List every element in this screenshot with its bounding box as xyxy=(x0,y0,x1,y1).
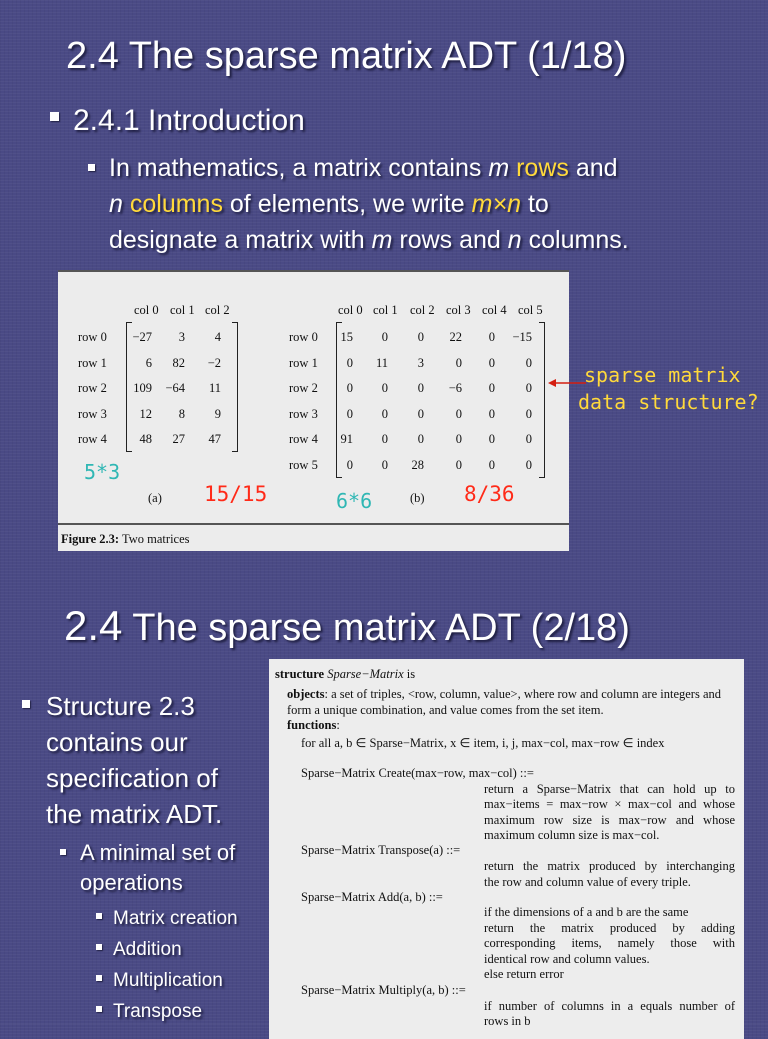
struct-transpose-desc: the row and column value of every triple. xyxy=(484,875,691,889)
figure-two-matrices xyxy=(58,270,569,551)
matrix-a-label: (a) xyxy=(148,491,162,505)
matrix-cell: 0 xyxy=(417,407,424,421)
slide2-title: 2.4 The sparse matrix ADT (2/18) xyxy=(64,602,630,649)
matrix-cell: 0 xyxy=(488,330,495,344)
matrix-cell: 12 xyxy=(139,407,152,421)
struct-create-desc: maximum row size is max−row and whose xyxy=(484,813,735,827)
matrix-cell: 0 xyxy=(381,432,388,446)
matrix-cell: −27 xyxy=(132,330,152,344)
row-label: row 2 xyxy=(289,381,318,395)
matrix-cell: 0 xyxy=(488,381,495,395)
matrix-cell: 0 xyxy=(346,458,353,472)
matrix-cell: 0 xyxy=(417,330,424,344)
row-label: row 4 xyxy=(289,432,318,446)
matrix-cell: 0 xyxy=(346,407,353,421)
row-label: row 5 xyxy=(289,458,318,472)
matrix-cell: 47 xyxy=(208,432,221,446)
matrix-cell: 0 xyxy=(381,458,388,472)
row-label: row 0 xyxy=(78,330,107,344)
matrix-cell: 0 xyxy=(346,356,353,370)
col-label: col 4 xyxy=(482,303,507,317)
matrix-cell: 0 xyxy=(455,407,462,421)
annotation-ratio-a: 15/15 xyxy=(204,482,268,506)
right-bracket xyxy=(232,322,238,452)
struct-objects-line1: objects: a set of triples, <row, column, value>, where row and column are integers and xyxy=(287,687,721,701)
matrix-cell: 0 xyxy=(417,432,424,446)
matrix-cell: −2 xyxy=(207,356,221,370)
annotation-sparse-line1: sparse matrix xyxy=(584,363,741,387)
matrix-cell: 15 xyxy=(340,330,353,344)
square-bullet-icon xyxy=(96,1006,102,1012)
struct-create-desc: return a Sparse−Matrix that can hold up to xyxy=(484,782,735,796)
left-bracket xyxy=(336,322,342,478)
struct-add-desc: identical row and column values. xyxy=(484,952,650,966)
structure-sparse-matrix xyxy=(269,659,744,1039)
matrix-cell: 3 xyxy=(417,356,424,370)
bullet-minimal-ops: A minimal set of operations xyxy=(60,838,235,898)
bullet-introduction-text: 2.4.1 Introduction xyxy=(73,104,305,137)
square-bullet-icon xyxy=(22,700,30,708)
matrix-cell: −6 xyxy=(448,381,462,395)
struct-multiply-desc: if number of columns in a equals number of xyxy=(484,999,735,1013)
square-bullet-icon xyxy=(96,944,102,950)
col-label: col 3 xyxy=(446,303,471,317)
struct-transpose-sig: Sparse−Matrix Transpose(a) ::= xyxy=(301,843,461,857)
ops-list xyxy=(96,903,238,1027)
op-transpose: Transpose xyxy=(96,996,238,1027)
matrix-cell: 0 xyxy=(525,407,532,421)
matrix-cell: 11 xyxy=(208,381,221,395)
matrix-cell: 0 xyxy=(455,432,462,446)
matrix-b-label: (b) xyxy=(410,491,425,505)
matrix-cell: 22 xyxy=(449,330,462,344)
matrix-cell: 28 xyxy=(411,458,424,472)
square-bullet-icon xyxy=(50,112,59,121)
highlight-columns: columns xyxy=(129,190,223,218)
matrix-cell: 109 xyxy=(133,381,152,395)
row-label: row 1 xyxy=(78,356,107,370)
struct-create-sig: Sparse−Matrix Create(max−row, max−col) ::= xyxy=(301,766,534,780)
row-label: row 3 xyxy=(289,407,318,421)
matrix-cell: 0 xyxy=(455,356,462,370)
struct-forall: for all a, b ∈ Sparse−Matrix, x ∈ item, i, j, max−col, max−row ∈ index xyxy=(301,736,665,750)
right-bracket xyxy=(539,322,545,478)
struct-transpose-desc: return the matrix produced by interchanging xyxy=(484,859,735,873)
matrix-cell: −15 xyxy=(512,330,532,344)
row-label: row 3 xyxy=(78,407,107,421)
col-label: col 1 xyxy=(170,303,195,317)
struct-create-desc: max−items = max−row × max−col and whose xyxy=(484,797,735,811)
struct-add-desc: else return error xyxy=(484,967,564,981)
matrix-cell: 0 xyxy=(488,432,495,446)
matrix-cell: 0 xyxy=(455,458,462,472)
struct-add-sig: Sparse−Matrix Add(a, b) ::= xyxy=(301,890,443,904)
square-bullet-icon xyxy=(88,164,95,171)
figure-top-rule xyxy=(58,270,569,272)
row-label: row 4 xyxy=(78,432,107,446)
highlight-mxn: m×n xyxy=(471,190,522,218)
matrix-cell: 0 xyxy=(381,407,388,421)
matrix-cell: 0 xyxy=(525,381,532,395)
matrix-cell: 0 xyxy=(417,381,424,395)
struct-header: structure Sparse−Matrix is xyxy=(275,667,416,681)
matrix-cell: −64 xyxy=(165,381,185,395)
annotation-dim-b: 6*6 xyxy=(336,489,373,513)
struct-add-desc: corresponding items, namely those with xyxy=(484,936,735,950)
matrix-cell: 0 xyxy=(525,356,532,370)
matrix-cell: 48 xyxy=(139,432,152,446)
figure-caption: Figure 2.3: Two matrices xyxy=(61,532,190,546)
matrix-cell: 0 xyxy=(346,381,353,395)
definition-line-2: n columns of elements, we write m×n to xyxy=(109,190,549,218)
annotation-dim-a: 5*3 xyxy=(84,460,121,484)
col-label: col 0 xyxy=(134,303,159,317)
matrix-cell: 27 xyxy=(172,432,185,446)
slide1-title: 2.4 The sparse matrix ADT (1/18) xyxy=(66,35,627,77)
op-matrix-creation: Matrix creation xyxy=(96,903,238,934)
struct-functions: functions: xyxy=(287,718,340,732)
op-multiplication: Multiplication xyxy=(96,965,238,996)
matrix-cell: 0 xyxy=(488,356,495,370)
matrix-cell: 0 xyxy=(381,330,388,344)
square-bullet-icon xyxy=(96,975,102,981)
definition-line-1: In mathematics, a matrix contains m rows and xyxy=(109,154,618,182)
matrix-cell: 3 xyxy=(178,330,185,344)
matrix-cell: 11 xyxy=(375,356,388,370)
struct-add-desc: if the dimensions of a and b are the same xyxy=(484,905,689,919)
square-bullet-icon xyxy=(60,849,66,855)
matrix-cell: 0 xyxy=(381,381,388,395)
op-addition: Addition xyxy=(96,934,238,965)
square-bullet-icon xyxy=(96,913,102,919)
row-label: row 2 xyxy=(78,381,107,395)
matrix-cell: 9 xyxy=(214,407,221,421)
arrow-icon xyxy=(548,376,588,390)
bullet-matrix-definition xyxy=(88,150,758,258)
matrix-cell: 0 xyxy=(525,432,532,446)
definition-line-3: designate a matrix with m rows and n columns. xyxy=(109,226,629,254)
matrix-cell: 0 xyxy=(488,407,495,421)
matrix-cell: 82 xyxy=(172,356,185,370)
col-label: col 0 xyxy=(338,303,363,317)
annotation-sparse-line2: data structure? xyxy=(578,390,759,414)
row-label: row 0 xyxy=(289,330,318,344)
matrix-cell: 0 xyxy=(525,458,532,472)
matrix-cell: 0 xyxy=(488,458,495,472)
matrix-cell: 6 xyxy=(145,356,152,370)
struct-objects-line2: form a unique combination, and value comes from the set item. xyxy=(287,703,604,717)
struct-add-desc: return the matrix produced by adding xyxy=(484,921,735,935)
struct-multiply-sig: Sparse−Matrix Multiply(a, b) ::= xyxy=(301,983,466,997)
figure-bottom-rule xyxy=(58,523,569,525)
matrix-cell: 8 xyxy=(178,407,185,421)
left-bracket xyxy=(126,322,132,452)
struct-multiply-desc: rows in b xyxy=(484,1014,531,1028)
highlight-rows: rows xyxy=(516,154,569,182)
matrix-cell: 4 xyxy=(214,330,221,344)
row-label: row 1 xyxy=(289,356,318,370)
bullet-introduction xyxy=(50,104,305,138)
col-label: col 2 xyxy=(205,303,230,317)
col-label: col 5 xyxy=(518,303,543,317)
bullet-structure: Structure 2.3 contains our specification of the matrix ADT. xyxy=(22,688,222,832)
annotation-ratio-b: 8/36 xyxy=(464,482,515,506)
col-label: col 2 xyxy=(410,303,435,317)
struct-create-desc: maximum column size is max−col. xyxy=(484,828,660,842)
matrix-cell: 91 xyxy=(340,432,353,446)
col-label: col 1 xyxy=(373,303,398,317)
